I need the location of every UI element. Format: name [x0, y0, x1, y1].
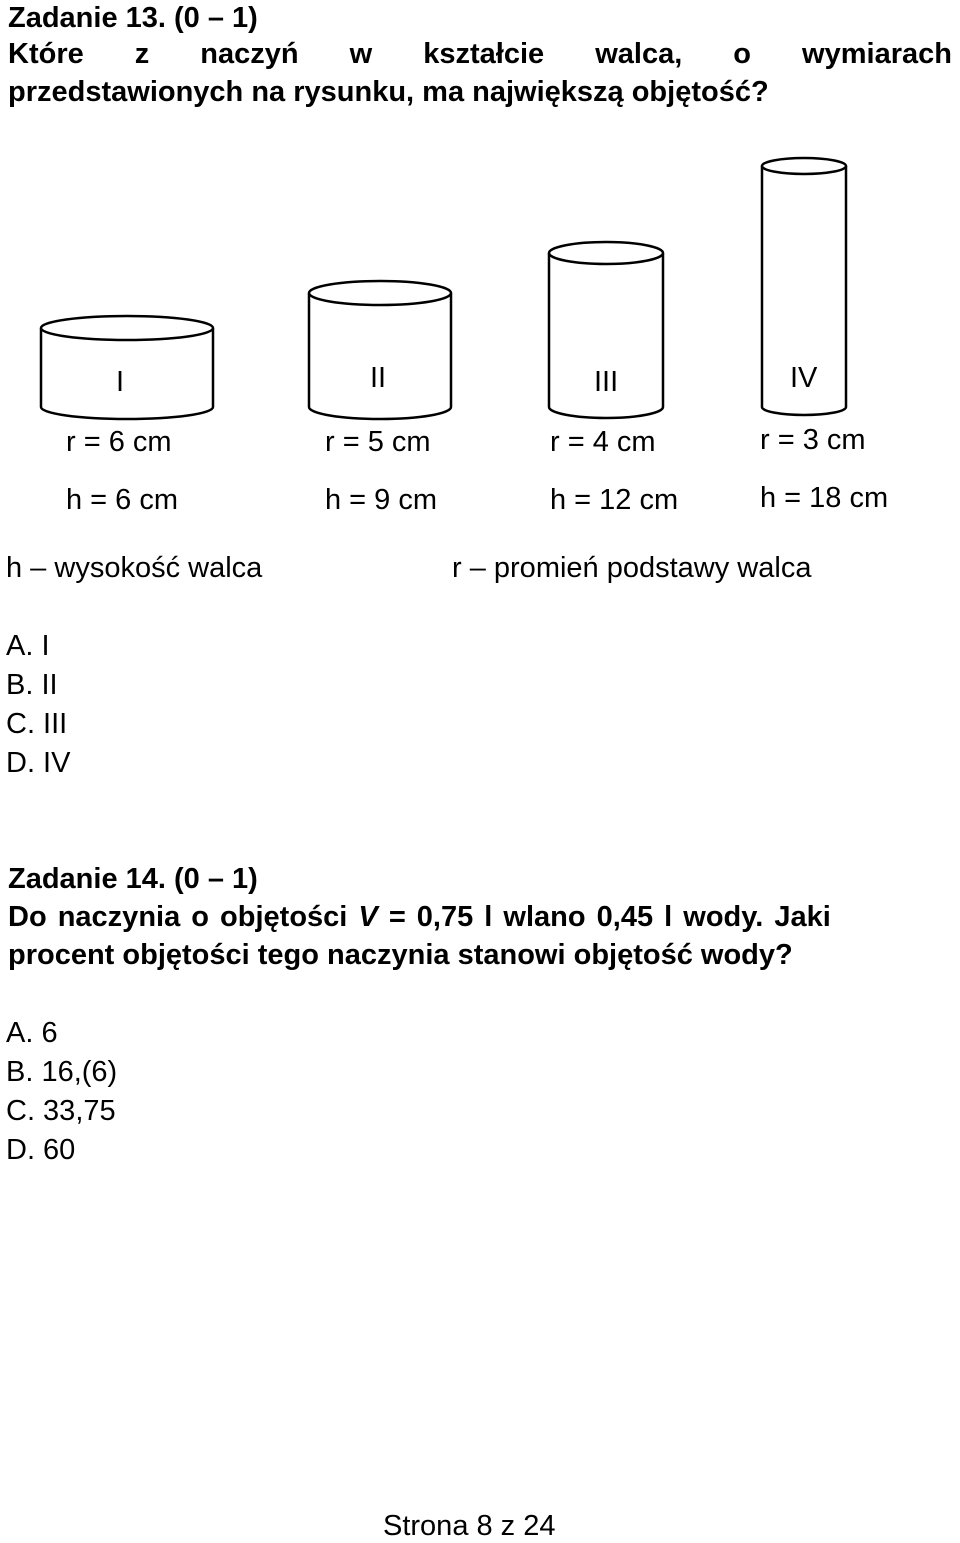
task14-option-a[interactable]: A. 6 — [6, 1017, 58, 1049]
task14-question-line2: procent objętości tego naczynia stanowi objętość wody? — [8, 939, 793, 971]
task14-line1-suffix: = 0,75 l wlano 0,45 l wody. Jaki — [388, 901, 831, 933]
word: wymiarach — [802, 38, 952, 70]
task14-option-c[interactable]: C. 33,75 — [6, 1095, 116, 1127]
word: o — [733, 38, 752, 70]
word: z — [134, 38, 150, 70]
cylinder-ii-height: h = 9 cm — [325, 484, 438, 516]
task13-title: Zadanie 13. (0 – 1) — [8, 2, 258, 34]
cylinder-i — [41, 316, 213, 419]
task14-line1-prefix: Do naczynia o objętości — [8, 901, 348, 933]
page-number: Strona 8 z 24 — [383, 1510, 556, 1542]
task13-option-b[interactable]: B. II — [6, 669, 58, 701]
task13-question-line1 — [8, 38, 952, 71]
word: w — [349, 38, 373, 70]
cylinder-ii — [309, 281, 451, 419]
cylinder-iii-height: h = 12 cm — [550, 484, 679, 516]
cylinder-ii-label: II — [370, 362, 387, 394]
legend-radius: r – promień podstawy walca — [452, 552, 812, 584]
cylinder-i-radius: r = 6 cm — [66, 426, 172, 458]
task13-question-line2: przedstawionych na rysunku, ma największą objętość? — [8, 76, 769, 108]
word: naczyń — [200, 38, 299, 70]
cylinder-iv-radius: r = 3 cm — [760, 424, 866, 456]
task14-option-b[interactable]: B. 16,(6) — [6, 1056, 118, 1088]
cylinder-i-height: h = 6 cm — [66, 484, 179, 516]
cylinder-iv-height: h = 18 cm — [760, 482, 889, 514]
cylinder-ii-radius: r = 5 cm — [325, 426, 431, 458]
cylinder-iii-radius: r = 4 cm — [550, 426, 656, 458]
task13-option-d[interactable]: D. IV — [6, 747, 71, 779]
word: walca, — [595, 38, 683, 70]
task14-title: Zadanie 14. (0 – 1) — [8, 863, 258, 895]
volume-variable: V — [358, 901, 378, 933]
word: Które — [8, 38, 84, 70]
cylinder-iv-label: IV — [790, 362, 818, 394]
word: kształcie — [423, 38, 545, 70]
cylinder-i-label: I — [116, 366, 125, 398]
legend-height: h – wysokość walca — [6, 552, 263, 584]
task13-option-c[interactable]: C. III — [6, 708, 68, 740]
task14-question-line1 — [8, 901, 831, 934]
cylinder-iii-label: III — [594, 366, 619, 398]
task14-option-d[interactable]: D. 60 — [6, 1134, 76, 1166]
task13-option-a[interactable]: A. I — [6, 630, 50, 662]
